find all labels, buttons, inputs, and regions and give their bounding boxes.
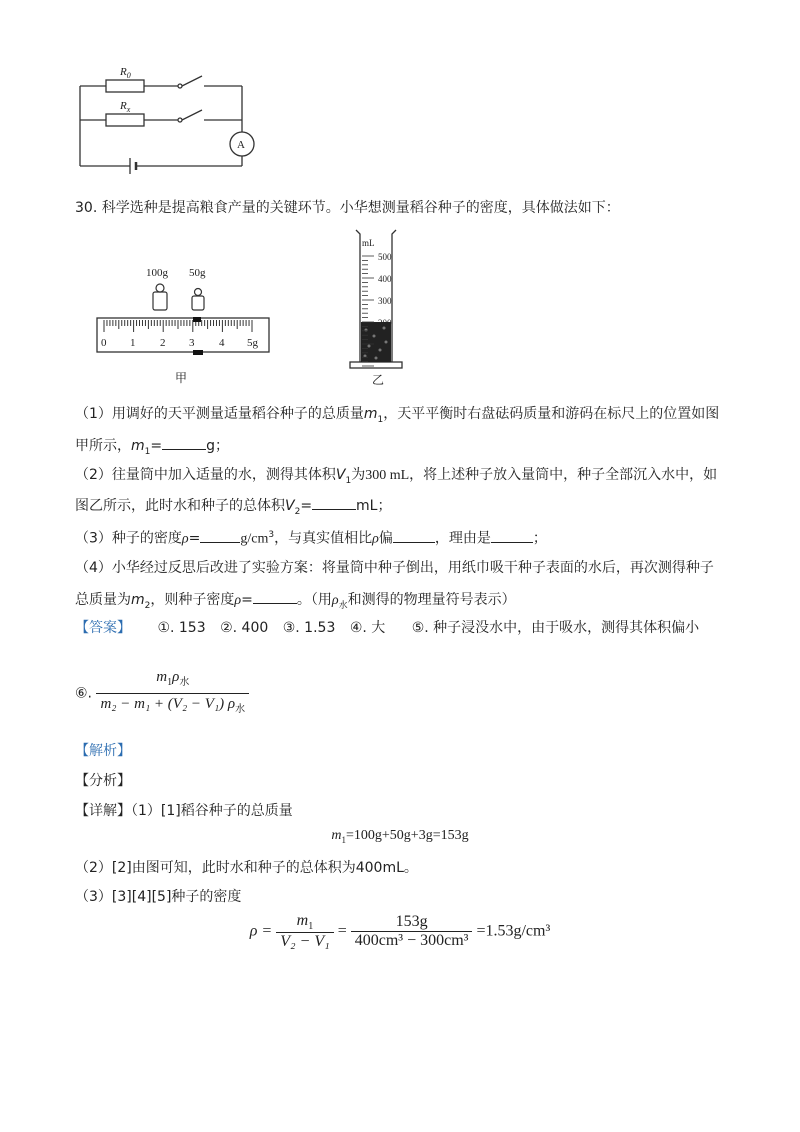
answer-4: ④. 大 (349, 620, 386, 636)
resistor-r0 (106, 80, 144, 92)
figure-balance (95, 260, 275, 390)
cylinder-mark-300: 300 (378, 296, 392, 306)
equation-2: ρ = $\frac{m_1}{\text{V₂ − V₁}}$ = $\frac{153g}{\text{400cm³ − 300cm³}}$ =1.53g/cm³ (249, 912, 551, 951)
equation-1: $m_1=100g+50g+3g=153g$ (331, 828, 469, 845)
figure-cylinder (340, 226, 420, 391)
part4-line1: （4）小华经过反思后改进了实验方案：将量筒中种子倒出，用纸巾吸干种子表面的水后，再次测得种子 (75, 560, 714, 576)
r0-label: R (120, 66, 127, 78)
weight-50g (192, 296, 204, 310)
circuit-diagram (70, 58, 260, 178)
part1-line2: 甲所示，$m_1= g$； (75, 434, 229, 462)
scale-label-2: 2 (160, 337, 166, 349)
part3-line: （3）种子的密度$\rho= g/cm^3$，与真实值相比ρ偏 ，理由是 ； (75, 525, 547, 550)
answer-3: ③. 1.53 (282, 620, 336, 636)
part4-line2: 总质量为$m_2$，则种子密度ρ= 。（用$\rho_水$和测得的物理量符号表示） (75, 588, 516, 616)
weight-50g-label: 50g (189, 267, 206, 279)
analysis-detail-2: （2）[2]由图可知，此时水和种子的总体积为400mL。 (75, 860, 418, 876)
answer-blank-2 (312, 494, 356, 510)
scale-label-3: 3 (189, 337, 195, 349)
answer-blank-1 (162, 434, 206, 450)
answer-5: ⑤. 种子浸没水中，由于吸水，测得其体积偏小 (411, 620, 700, 636)
answer-6: ⑥. $\frac{m_1\rho_水}{m_2 - m_1 + (V_2 - V_1) \rho_水}$ (75, 667, 249, 720)
figure-b-caption: 乙 (372, 373, 385, 387)
rider-bottom (193, 350, 203, 355)
answer-2: ②. 400 (220, 620, 269, 636)
answer-1: ①. 153 (157, 620, 206, 636)
answer-blank-6 (253, 588, 297, 604)
analysis-detail-3: （3）[3][4][5]种子的密度 (75, 889, 242, 905)
scale-label-4: 4 (219, 337, 225, 349)
scale-label-0: 0 (101, 337, 107, 349)
rx-label: R (120, 100, 127, 112)
cylinder-mark-500: 500 (378, 252, 392, 262)
svg-text:R0: $R_0$ (120, 66, 131, 80)
analysis-detail-1: 【详解】（1）[1]稻谷种子的总质量 (75, 803, 293, 819)
part2-line2: 图乙所示，此时水和种子的总体积$V_2=$ mL； (75, 494, 391, 522)
question-number: 30. (75, 200, 98, 216)
answer-blank-5 (491, 527, 533, 543)
answer-line (75, 618, 699, 638)
weight-100g (153, 292, 167, 310)
analysis-tag: 【解析】 (75, 743, 131, 759)
scale-label-1: 1 (130, 337, 136, 349)
part2-line1: （2）往量筒中加入适量的水，测得其体积$V_1$为300 mL，将上述种子放入量筒中，种子全部沉入水中，如 (75, 467, 718, 486)
figure-a-caption: 甲 (175, 371, 188, 385)
cylinder-mark-400: 400 (378, 274, 392, 284)
ammeter-label: A (237, 139, 245, 151)
part1-line1: （1）用调好的天平测量适量稻谷种子的总质量$m_1$，天平平衡时右盘砝码质量和游码在标尺上的位置如图 (75, 406, 720, 425)
resistor-rx (106, 114, 144, 126)
svg-text:Rx: $R_x$ (120, 100, 131, 114)
cylinder-mark-200: 200 (378, 318, 392, 328)
rider-top (193, 317, 201, 322)
analysis-fenxi: 【分析】 (75, 773, 131, 789)
weight-100g-label: 100g (146, 267, 168, 279)
scale-label-5: 5g (247, 337, 258, 349)
answer-blank-4 (393, 527, 435, 543)
answer-tag: 【答案】 (75, 620, 131, 636)
cylinder-unit: mL (362, 238, 375, 248)
answer-blank-3 (200, 527, 240, 543)
question-intro: 30. 科学选种是提高粮食产量的关键环节。小华想测量稻谷种子的密度，具体做法如下： (75, 200, 620, 216)
